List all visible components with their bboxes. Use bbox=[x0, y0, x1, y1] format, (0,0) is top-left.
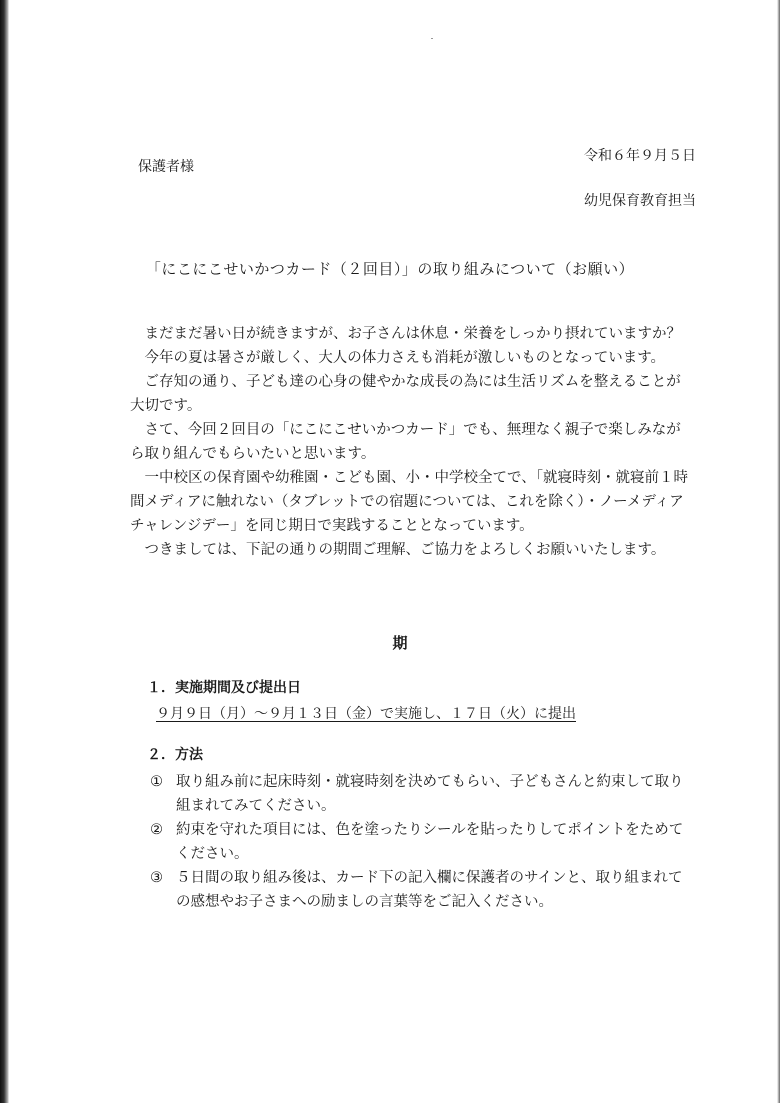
section1-period: ９月９日（月）～９月１３日（金）で実施し、１７日（火）に提出 bbox=[156, 706, 576, 722]
item-number: ② bbox=[150, 822, 163, 838]
scan-speck bbox=[431, 38, 433, 39]
document-title: 「にこにこせいかつカード（２回目）」の取り組みについて（お願い） bbox=[145, 260, 635, 278]
section1-title: １．実施期間及び提出日 bbox=[147, 680, 301, 696]
body-paragraph: ご存知の通り、子ども達の心身の健やかな成長の為には生活リズムを整えることが大切です。 bbox=[130, 374, 681, 414]
body-paragraph: 今年の夏は暑さが厳しく、大人の体力さえも消耗が激しいものとなっています。 bbox=[144, 350, 666, 366]
body-paragraph: さて、今回２回目の「にこにこせいかつカード」でも、無理なく親子で楽しみながら取り組んでもらいたいと思います。 bbox=[130, 422, 681, 462]
item-text: ５日間の取り組み後は、カード下の記入欄に保護者のサインと、取り組まれての感想やお子さまへの励ましの言葉等をご記入ください。 bbox=[176, 870, 683, 910]
section-heading: 期 bbox=[392, 634, 408, 652]
scan-edge-left bbox=[0, 0, 9, 1103]
item-text: 約束を守れた項目には、色を塗ったりシールを貼ったりしてポイントをためてください。 bbox=[176, 822, 684, 862]
method-item bbox=[150, 866, 695, 914]
method-item bbox=[150, 818, 695, 866]
item-number: ③ bbox=[150, 870, 163, 886]
body-paragraph: まだまだ暑い日が続きますが、お子さんは休息・栄養をしっかり摂れていますか？ bbox=[144, 326, 681, 342]
item-text: 取り組み前に起床時刻・就寝時刻を決めてもらい、子どもさんと約束して取り組まれてみてください。 bbox=[176, 774, 684, 814]
document-date: 令和６年９月５日 bbox=[584, 148, 696, 164]
method-item bbox=[150, 770, 695, 818]
body-paragraph: つきましては、下記の通りの期間ご理解、ご協力をよろしくお願いいたします。 bbox=[144, 542, 666, 558]
section2-title: ２．方法 bbox=[147, 747, 203, 763]
item-number: ① bbox=[150, 774, 163, 790]
body-paragraph: 一中校区の保育園や幼稚園・こども園、小・中学校全てで、「就寝時刻・就寝前１時間メディアに触れない（タブレットでの宿題については、これを除く）・ノーメディアチャレンジデー」を同じ期日で実践することとなっています。 bbox=[130, 470, 688, 534]
addressee: 保護者様 bbox=[138, 159, 194, 175]
sender: 幼児保育教育担当 bbox=[584, 193, 696, 209]
